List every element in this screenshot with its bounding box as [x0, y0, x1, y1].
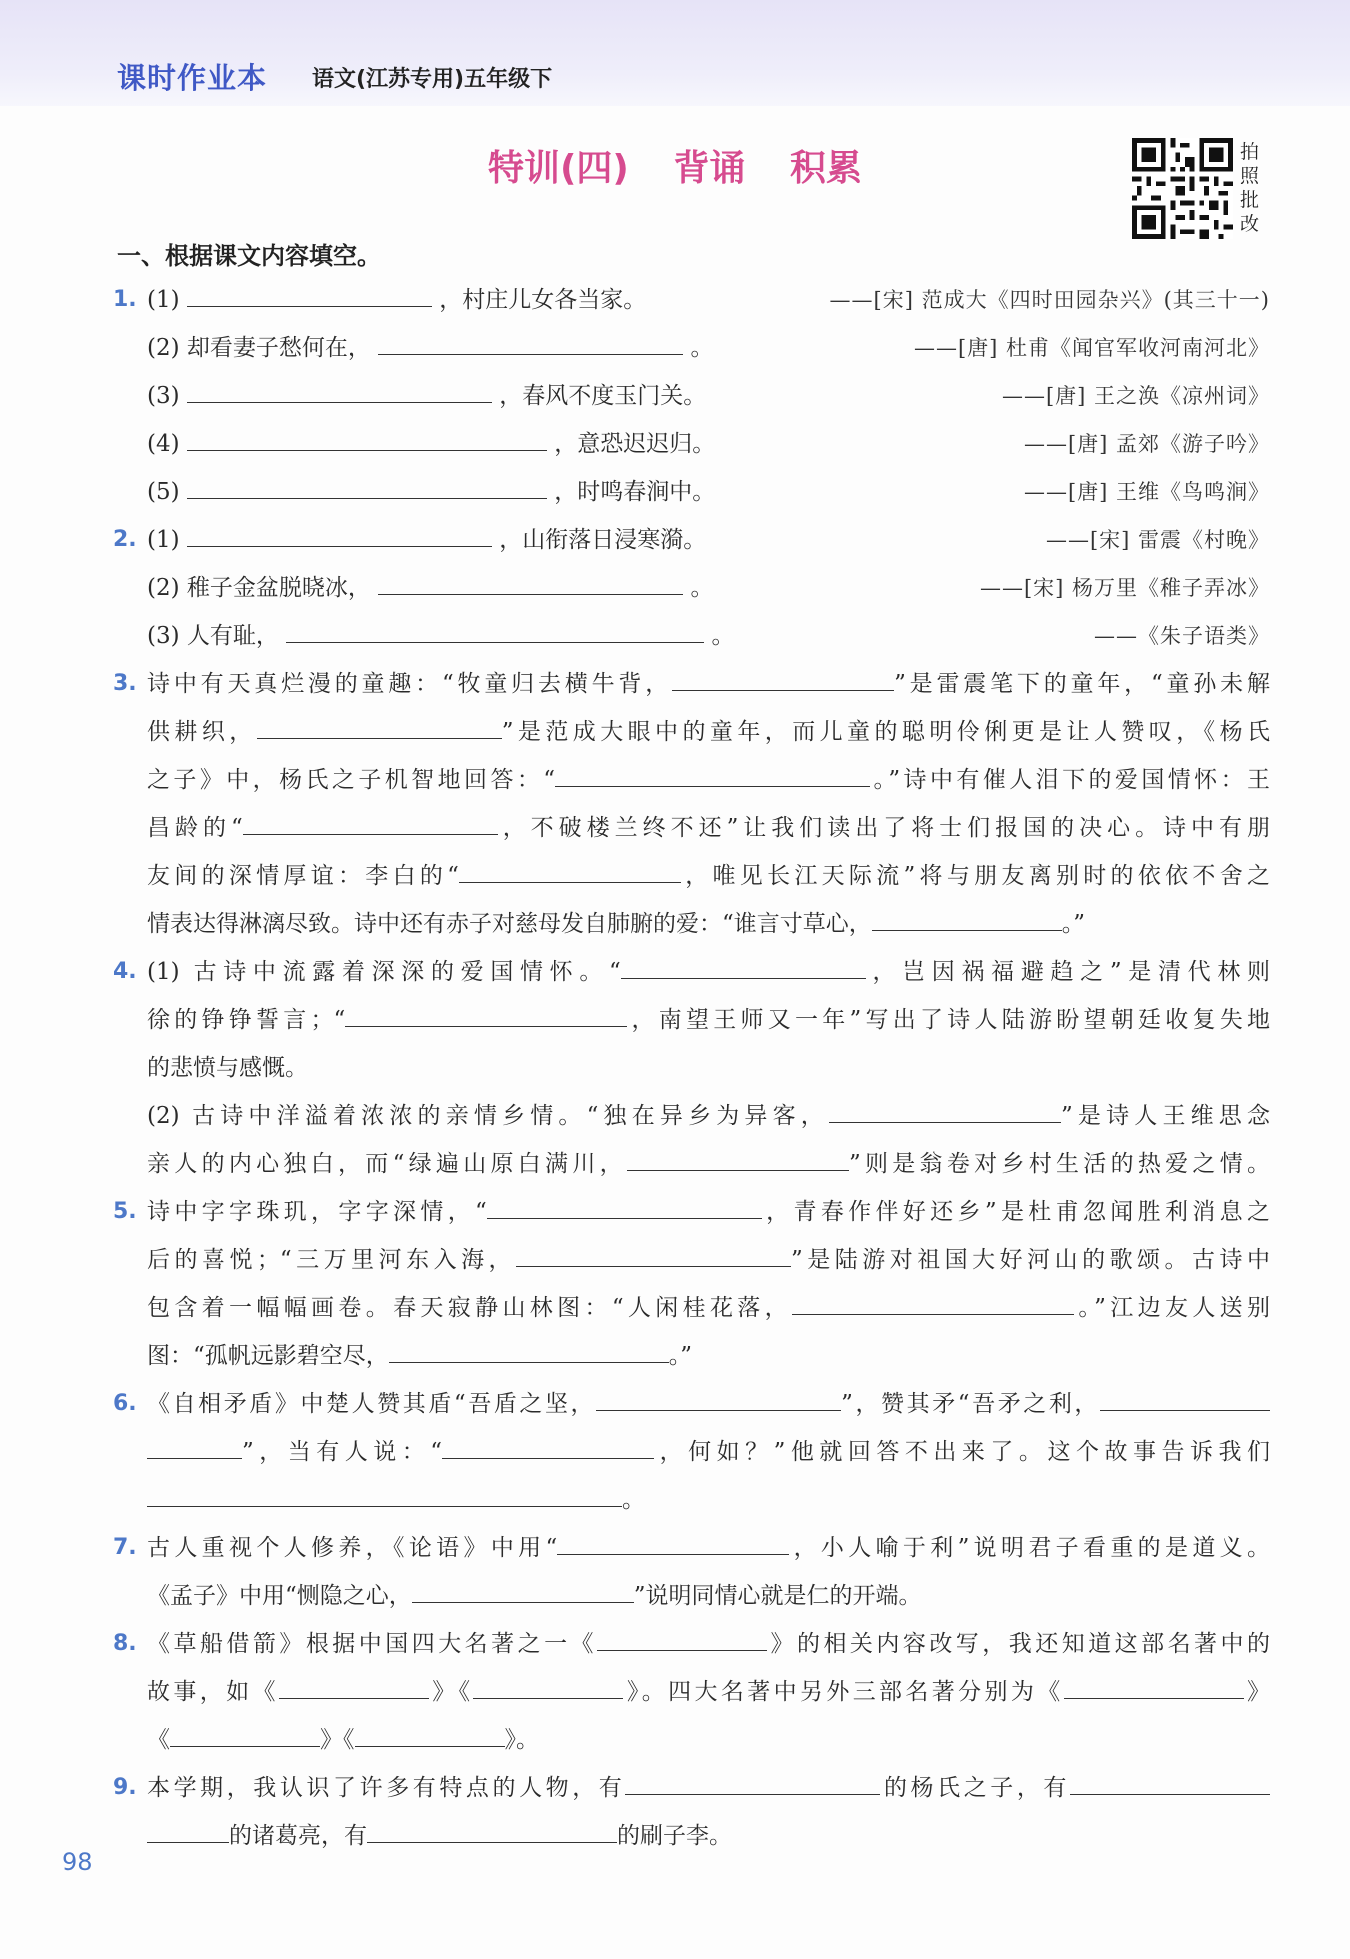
question-number: 5. [113, 1199, 137, 1224]
poem-source: ——[唐] 杜甫《闻官军收河南河北》 [913, 336, 1270, 360]
q8-text: 》。 [504, 1727, 539, 1753]
q3-line-3 [147, 756, 1270, 804]
answer-blank[interactable] [147, 1816, 229, 1843]
q4-text: ”则是翁卷对乡村生活的热爱之情。 [848, 1151, 1270, 1177]
q2-1-prefix: (1) [147, 527, 180, 553]
q8-text: 《草船借箭》根据中国四大名著之一《 [147, 1631, 598, 1657]
q2-3-suffix: 。 [711, 623, 735, 649]
q3-line-1 [113, 660, 1270, 708]
q6-text: 《自相矛盾》中楚人赞其盾“吾盾之坚， [147, 1391, 597, 1417]
answer-blank[interactable] [557, 1528, 789, 1555]
q6-text: ”，赞其矛“吾矛之利， [841, 1391, 1100, 1417]
q7-line-1 [113, 1524, 1270, 1572]
q1-3-suffix: ，春风不度玉门关。 [499, 383, 707, 409]
q5-line-1 [113, 1188, 1270, 1236]
answer-blank[interactable] [187, 376, 492, 403]
question-number: 1. [113, 287, 137, 312]
q4-text: 亲人的内心独白，而“绿遍山原白满川， [147, 1151, 627, 1177]
q1-4-suffix: ，意恐迟迟归。 [554, 431, 716, 457]
answer-blank[interactable] [147, 1480, 622, 1507]
q1-5-suffix: ，时鸣春涧中。 [554, 479, 716, 505]
q2-line-1 [113, 516, 1270, 564]
answer-blank[interactable] [355, 1720, 505, 1747]
q1-line-3 [147, 372, 1270, 420]
q3-text: 诗中有天真烂漫的童趣：“牧童归去横牛背， [147, 671, 673, 697]
q5-line-4 [147, 1332, 1270, 1380]
answer-blank[interactable] [345, 1000, 627, 1027]
q1-2-prefix: (2) 却看妻子愁何在， [147, 335, 371, 361]
q1-line-4 [147, 420, 1270, 468]
answer-blank[interactable] [367, 1816, 617, 1843]
question-number: 2. [113, 527, 137, 552]
q6-text: ”，当有人说：“ [242, 1439, 443, 1465]
q6-line-3 [147, 1476, 1270, 1524]
q5-line-2 [147, 1236, 1270, 1284]
q3-text: 情表达得淋漓尽致。诗中还有赤子对慈母发自肺腑的爱：“谁言寸草心， [147, 911, 872, 937]
q2-1-suffix: ，山衔落日浸寒漪。 [499, 527, 707, 553]
q8-line-1 [113, 1620, 1271, 1668]
q4-text: ，南望王师又一年”写出了诗人陆游盼望朝廷收复失地 [627, 1007, 1270, 1033]
q1-3-prefix: (3) [147, 383, 180, 409]
q9-line-1 [113, 1764, 1270, 1812]
q3-text: 。”诗中有催人泪下的爱国情怀：王 [870, 767, 1270, 793]
question-number: 4. [113, 959, 137, 984]
q8-text: 《 [147, 1727, 170, 1753]
answer-blank[interactable] [170, 1720, 320, 1747]
q3-text: 之子》中，杨氏之子机智地回答：“ [147, 767, 556, 793]
q7-line-2 [147, 1572, 1270, 1620]
q3-text: 供耕织， [147, 719, 257, 745]
answer-blank[interactable] [621, 952, 866, 979]
page-number: 98 [62, 1848, 93, 1876]
question-number: 6. [113, 1391, 137, 1416]
q6-text: 。 [622, 1487, 645, 1513]
answer-blank[interactable] [792, 1288, 1074, 1315]
answer-blank[interactable] [286, 616, 704, 643]
answer-blank[interactable] [555, 760, 870, 787]
answer-blank[interactable] [187, 280, 432, 307]
q8-text: 》。四大名著中另外三部名著分别为《 [623, 1679, 1064, 1705]
q6-line-2 [147, 1428, 1270, 1476]
q5-text: 诗中字字珠玑，字字深情，“ [147, 1199, 487, 1225]
q2-2-suffix: 。 [690, 575, 714, 601]
q7-text: 古人重视个人修养，《论语》中用“ [147, 1535, 558, 1561]
question-number: 8. [113, 1631, 137, 1656]
q3-text: 友间的深情厚谊：李白的“ [147, 863, 459, 889]
answer-blank[interactable] [389, 1336, 669, 1363]
q8-line-3 [147, 1716, 1270, 1764]
poem-source: ——[宋] 范成大《四时田园杂兴》(其三十一) [829, 288, 1270, 312]
q6-text: ，何如？”他就回答不出来了。这个故事告诉我们 [654, 1439, 1270, 1465]
title-part-1: 特训(四) [487, 148, 629, 189]
q2-3-prefix: (3) 人有耻， [147, 623, 279, 649]
q4-line-4 [147, 1092, 1270, 1140]
q3-text: ”是范成大眼中的童年，而儿童的聪明伶俐更是让人赞叹，《杨氏 [501, 719, 1270, 745]
q3-text: 昌龄的“ [147, 815, 243, 841]
q9-text: 的杨氏之子，有 [880, 1775, 1071, 1801]
answer-blank[interactable] [378, 568, 683, 595]
q1-2-suffix: 。 [690, 335, 714, 361]
q9-text: 本学期，我认识了许多有特点的人物，有 [147, 1775, 626, 1801]
q8-text: 》的相关内容改写，我还知道这部名著中的 [767, 1631, 1271, 1657]
poem-source: ——[唐] 王维《鸟鸣涧》 [1023, 480, 1270, 504]
q3-line-6 [147, 900, 1270, 948]
q1-line-2 [147, 324, 1270, 372]
question-number: 7. [113, 1535, 137, 1560]
answer-blank[interactable] [257, 712, 502, 739]
q3-text: ，不破楼兰终不还”让我们读出了将士们报国的决心。诗中有朋 [497, 815, 1270, 841]
q5-text: 图：“孤帆远影碧空尽， [147, 1343, 389, 1369]
q1-1-suffix: ，村庄儿女各当家。 [439, 287, 647, 313]
q8-text: 》《 [320, 1727, 355, 1753]
q3-line-2 [147, 708, 1270, 756]
answer-blank[interactable] [1100, 1384, 1270, 1411]
q8-text: 》《 [428, 1679, 474, 1705]
answer-blank[interactable] [625, 1768, 880, 1795]
q4-line-5 [147, 1140, 1270, 1188]
answer-blank[interactable] [597, 1624, 767, 1651]
question-number: 9. [113, 1775, 137, 1800]
answer-blank[interactable] [442, 1432, 654, 1459]
q9-line-2 [147, 1812, 1270, 1860]
q4-line-3 [147, 1044, 1270, 1092]
q3-text: 。” [1061, 911, 1086, 937]
answer-blank[interactable] [596, 1384, 841, 1411]
q7-text: ”说明同情心就是仁的开端。 [633, 1583, 922, 1609]
q2-line-2 [147, 564, 1270, 612]
answer-blank[interactable] [627, 1144, 849, 1171]
answer-blank[interactable] [459, 856, 681, 883]
answer-blank[interactable] [378, 328, 683, 355]
q1-4-prefix: (4) [147, 431, 180, 457]
q5-text: 。”江边友人送别 [1074, 1295, 1271, 1321]
q5-text: 后的喜悦；“三万里河东入海， [147, 1247, 517, 1273]
q4-line-1 [113, 948, 1270, 996]
answer-blank[interactable] [487, 1192, 762, 1219]
poem-source: ——《朱子语类》 [1094, 624, 1270, 648]
poem-source: ——[唐] 孟郊《游子吟》 [1023, 432, 1270, 456]
poem-source: ——[宋] 杨万里《稚子弄冰》 [979, 576, 1270, 600]
q4-text: 徐的铮铮誓言；“ [147, 1007, 346, 1033]
q5-line-3 [147, 1284, 1270, 1332]
q5-text: 。” [668, 1343, 693, 1369]
answer-blank[interactable] [829, 1096, 1061, 1123]
q9-text: 的诸葛亮，有 [229, 1823, 367, 1849]
q4-text: ”是诗人王维思念 [1060, 1103, 1270, 1129]
q8-text: 》 [1243, 1679, 1271, 1705]
title-part-3: 积累 [790, 148, 863, 189]
q6-line-1 [113, 1380, 1270, 1428]
answer-blank[interactable] [516, 1240, 791, 1267]
q9-text: 的刷子李。 [617, 1823, 732, 1849]
q5-text: ”是陆游对祖国大好河山的歌颂。古诗中 [791, 1247, 1270, 1273]
q7-text: ，小人喻于利”说明君子看重的是道义。 [789, 1535, 1270, 1561]
q7-text: 《孟子》中用“恻隐之心， [147, 1583, 412, 1609]
answer-blank[interactable] [279, 1672, 429, 1699]
question-number: 3. [113, 671, 137, 696]
answer-blank[interactable] [187, 472, 547, 499]
answer-blank[interactable] [473, 1672, 623, 1699]
answer-blank[interactable] [1064, 1672, 1244, 1699]
poem-source: ——[唐] 王之涣《凉州词》 [1001, 384, 1270, 408]
poem-source: ——[宋] 雷震《村晚》 [1045, 528, 1270, 552]
q1-line-5 [147, 468, 1270, 516]
q1-line-1 [113, 276, 1270, 324]
q8-line-2 [147, 1668, 1270, 1716]
series-title: 课时作业本 [117, 61, 268, 95]
q2-2-prefix: (2) 稚子金盆脱晓冰， [147, 575, 371, 601]
answer-blank[interactable] [187, 520, 492, 547]
q1-1-prefix: (1) [147, 287, 180, 313]
q5-text: 包含着一幅幅画卷。春天寂静山林图：“人闲桂花落， [147, 1295, 792, 1321]
q4-text: 的悲愤与感慨。 [147, 1055, 308, 1081]
q2-line-3 [147, 612, 1270, 660]
q1-5-prefix: (5) [147, 479, 180, 505]
q4-text: (1) 古诗中流露着深深的爱国情怀。“ [147, 959, 621, 985]
q3-text: ，唯见长江天际流”将与朋友离别时的依依不舍之 [680, 863, 1270, 889]
q8-text: 故事，如《 [147, 1679, 279, 1705]
answer-blank[interactable] [147, 1432, 242, 1459]
q4-line-2 [147, 996, 1270, 1044]
q4-text: (2) 古诗中洋溢着浓浓的亲情乡情。“独在异乡为异客， [147, 1103, 829, 1129]
answer-blank[interactable] [187, 424, 547, 451]
q3-line-4 [147, 804, 1270, 852]
answer-blank[interactable] [412, 1576, 634, 1603]
q5-text: ，青春作伴好还乡”是杜甫忽闻胜利消息之 [761, 1199, 1270, 1225]
answer-blank[interactable] [1070, 1768, 1270, 1795]
q4-text: ，岂因祸福避趋之”是清代林则 [865, 959, 1270, 985]
section-heading: 一、根据课文内容填空。 [117, 242, 381, 270]
answer-blank[interactable] [872, 904, 1062, 931]
title-part-2: 背诵 [673, 148, 746, 189]
q3-line-5 [147, 852, 1270, 900]
q3-text: ”是雷震笔下的童年，“童孙未解 [894, 671, 1270, 697]
qr-code-icon[interactable] [1132, 138, 1233, 239]
qr-caption: 拍照批改 [1240, 141, 1260, 235]
answer-blank[interactable] [243, 808, 498, 835]
answer-blank[interactable] [672, 664, 894, 691]
subject-label: 语文(江苏专用)五年级下 [312, 67, 553, 92]
